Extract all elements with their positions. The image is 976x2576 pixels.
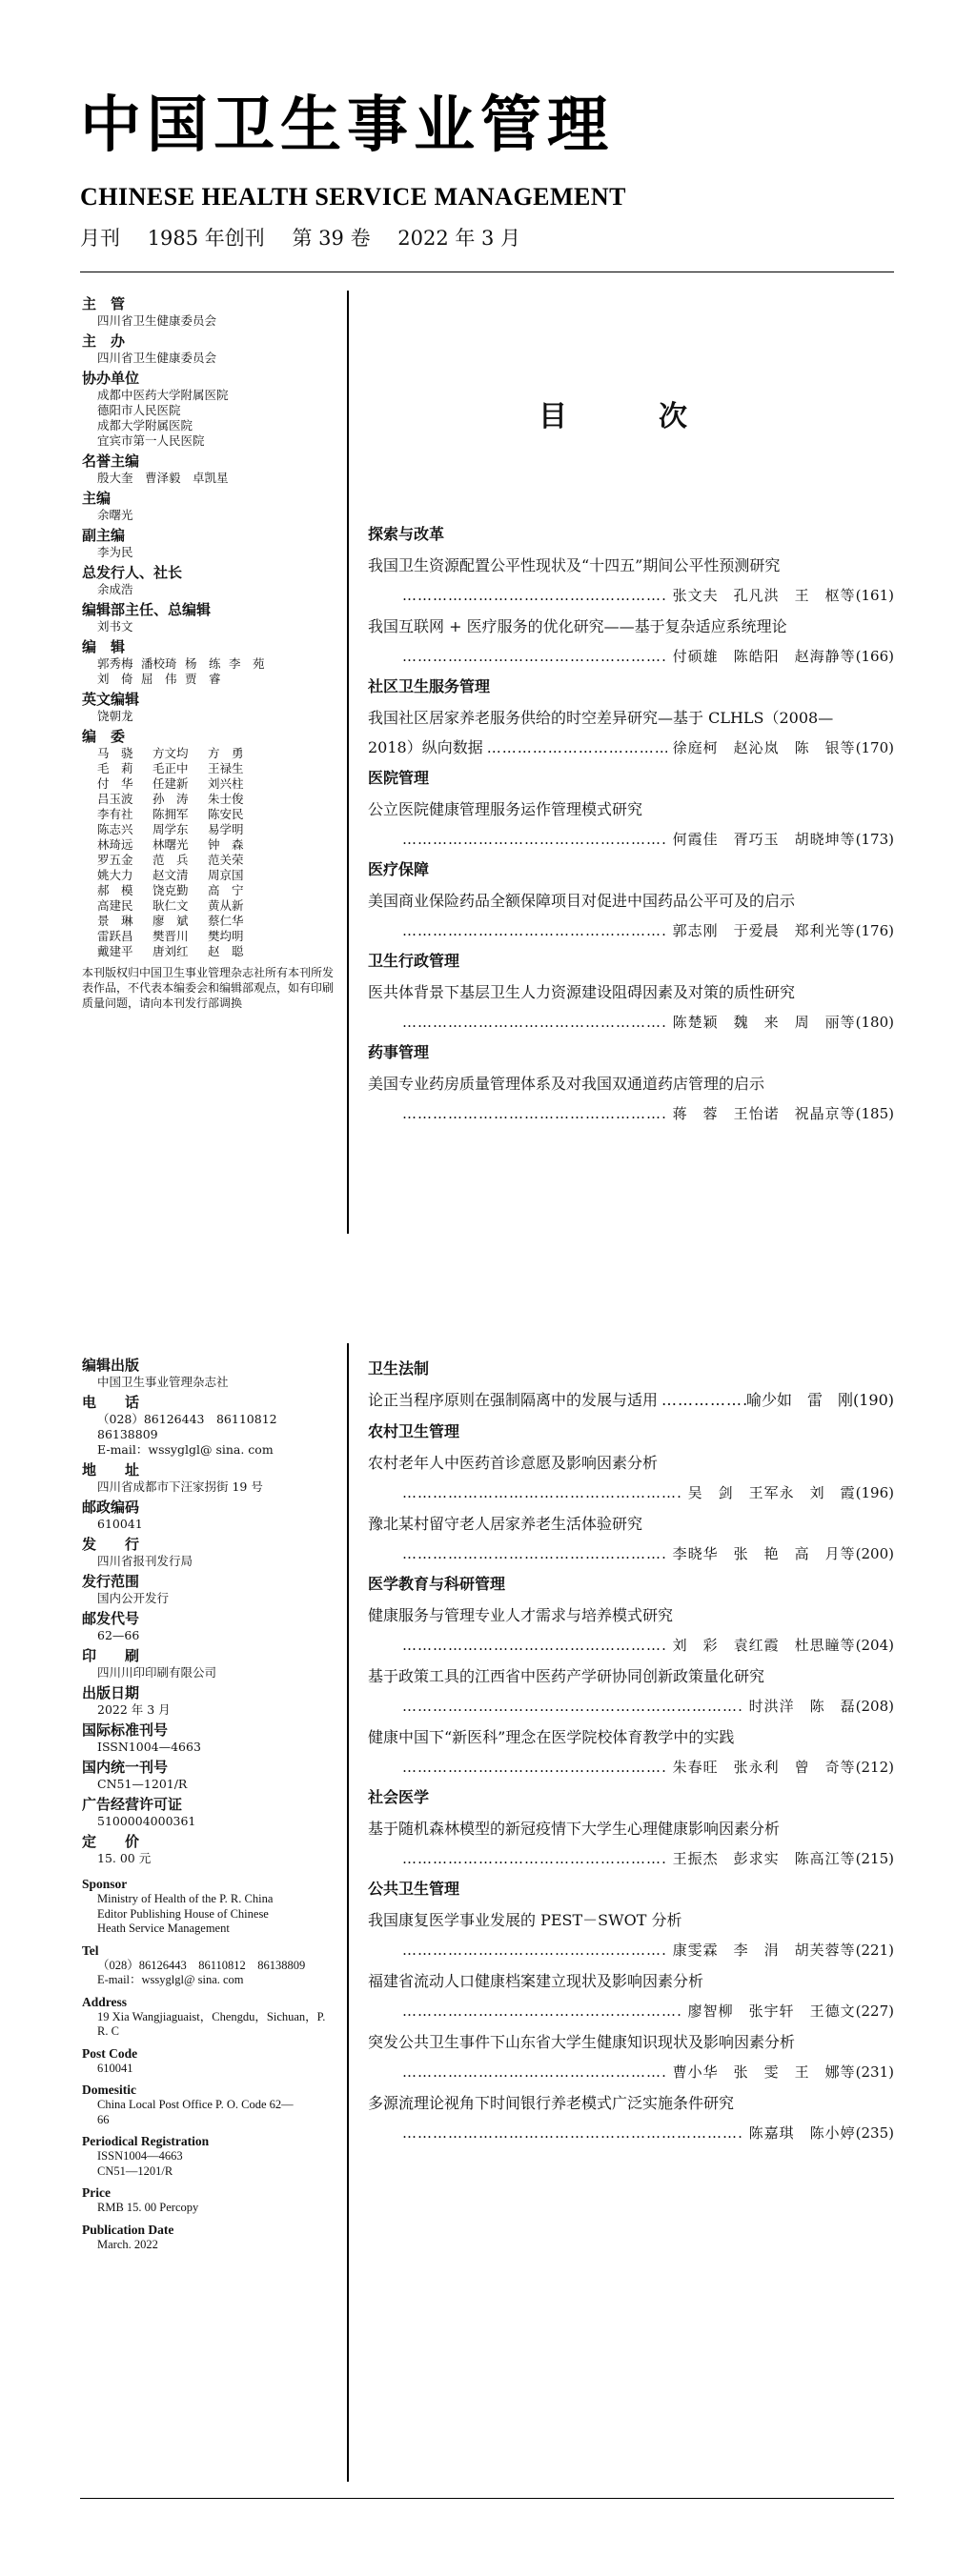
info-value: 5100004000361 bbox=[97, 1814, 196, 1828]
toc-entry-byline bbox=[368, 1012, 894, 1033]
info-label: 编辑出版 bbox=[82, 1357, 140, 1374]
info-value: 国内公开发行 bbox=[97, 1591, 170, 1605]
toc-entry-page: (208) bbox=[855, 1698, 894, 1715]
toc-entry-authors: 何霞佳 胥巧玉 胡晓坤等 bbox=[672, 831, 856, 848]
committee-member: 钟 森 bbox=[208, 837, 244, 852]
info-label: 国内统一刊号 bbox=[82, 1759, 169, 1776]
info-value: E-mail：wssyglgl@ sina. com bbox=[97, 1973, 244, 1986]
committee-member: 方 勇 bbox=[208, 746, 244, 760]
editor-name: 杨 练 bbox=[185, 656, 221, 671]
toc-entry-authors: 王振杰 彭求实 陈高江等 bbox=[672, 1850, 856, 1867]
info-label: 主编 bbox=[82, 490, 112, 507]
issue-frequency: 月刊 bbox=[80, 227, 120, 250]
leader-dots bbox=[368, 1940, 667, 1961]
toc-entry[interactable] bbox=[368, 981, 894, 1033]
leader-dots bbox=[658, 1389, 746, 1412]
toc-entry[interactable] bbox=[368, 615, 894, 667]
committee-member: 毛正中 bbox=[152, 761, 189, 775]
info-value: Ministry of Health of the P. R. China bbox=[97, 1892, 274, 1905]
info-label: Tel bbox=[82, 1942, 99, 1958]
column-divider-top bbox=[347, 291, 349, 1234]
leader-dots bbox=[368, 2062, 667, 2083]
toc-entry-title[interactable]: 健康中国下“新医科”理念在医学院校体育教学中的实践 bbox=[368, 1728, 735, 1746]
committee-list bbox=[82, 746, 341, 959]
committee-member: 廖 斌 bbox=[152, 914, 189, 928]
committee-member: 李有社 bbox=[97, 807, 133, 821]
toc-entry-page: (235) bbox=[855, 2124, 894, 2142]
leader-dots bbox=[368, 829, 667, 850]
info-value: 四川省成都市下汪家拐街 19 号 bbox=[97, 1479, 263, 1494]
english-editor-name: 饶朝龙 bbox=[97, 709, 133, 723]
info-label: 地 址 bbox=[82, 1461, 140, 1479]
toc-section-heading: 卫生法制 bbox=[368, 1359, 430, 1378]
committee-member: 姚大力 bbox=[97, 868, 133, 882]
info-label: 主 管 bbox=[82, 295, 126, 312]
committee-member: 景 琳 bbox=[97, 914, 133, 928]
info-value: 余曙光 bbox=[97, 508, 133, 522]
editor-name: 潘校琦 bbox=[141, 656, 177, 671]
info-value: 成都中医药大学附属医院 bbox=[97, 388, 229, 402]
toc-entry-page: (190) bbox=[852, 1391, 894, 1409]
toc-entry-page: (221) bbox=[855, 1942, 894, 1959]
committee-member: 陈志兴 bbox=[97, 822, 133, 836]
masthead-info-upper bbox=[82, 292, 341, 1011]
toc-entry-byline bbox=[368, 737, 894, 758]
leader-dots bbox=[368, 646, 667, 667]
issue-date: 2022 年 3 月 bbox=[397, 227, 521, 250]
info-value: CN51—1201/R bbox=[97, 1777, 188, 1791]
toc-entry-page: (180) bbox=[855, 1014, 894, 1031]
toc-entry-page: (231) bbox=[855, 2063, 894, 2081]
toc-section-heading: 农村卫生管理 bbox=[368, 1422, 460, 1440]
toc-entry-page: (204) bbox=[855, 1637, 894, 1654]
info-value: 四川省卫生健康委员会 bbox=[97, 313, 217, 328]
info-value: 宜宾市第一人民医院 bbox=[97, 433, 205, 448]
committee-member: 雷跃昌 bbox=[97, 929, 133, 943]
info-value: ISSN1004—4663 bbox=[97, 2149, 183, 2163]
toc-entry-authors: 郭志刚 于爱晨 郑利光等 bbox=[672, 922, 856, 939]
toc-entry-byline bbox=[368, 1635, 894, 1656]
info-label: Periodical Registration bbox=[82, 2134, 210, 2148]
committee-member: 朱士俊 bbox=[208, 792, 244, 806]
toc-entry-title[interactable]: 多源流理论视角下时间银行养老模式广泛实施条件研究 bbox=[368, 2094, 735, 2112]
editor-name: 屈 伟 bbox=[141, 672, 177, 686]
table-of-contents-upper bbox=[368, 514, 894, 1124]
committee-member: 罗五金 bbox=[97, 853, 133, 867]
info-label: 总发行人、社长 bbox=[82, 564, 183, 581]
toc-entry-page: (200) bbox=[855, 1545, 894, 1562]
info-value: 四川省卫生健康委员会 bbox=[97, 351, 217, 365]
committee-member: 耿仁文 bbox=[152, 898, 189, 913]
info-label: Domesitic bbox=[82, 2083, 136, 2097]
committee-heading: 编 委 bbox=[82, 728, 126, 745]
info-value: E-mail：wssyglgl@ sina. com bbox=[97, 1442, 274, 1457]
toc-entry-page: (196) bbox=[855, 1484, 894, 1501]
leader-dots bbox=[483, 737, 667, 758]
info-label: 邮发代号 bbox=[82, 1610, 140, 1627]
toc-entry-authors: 陈楚颖 魏 来 周 丽等 bbox=[672, 1014, 856, 1031]
committee-member: 付 华 bbox=[97, 776, 133, 791]
info-label: 发 行 bbox=[82, 1536, 140, 1553]
committee-member: 任建新 bbox=[152, 776, 189, 791]
committee-member: 黄从新 bbox=[208, 898, 244, 913]
journal-title-chinese: 中国卫生事业管理 bbox=[80, 91, 614, 161]
committee-member: 陈安民 bbox=[208, 807, 244, 821]
committee-member: 周京国 bbox=[208, 868, 244, 882]
info-value: Editor Publishing House of Chinese bbox=[97, 1906, 269, 1921]
committee-member: 赵文清 bbox=[152, 868, 189, 882]
toc-entry-title-cont[interactable]: 2018）纵向数据 bbox=[368, 738, 483, 756]
committee-member: 易学明 bbox=[208, 822, 244, 836]
toc-entry[interactable] bbox=[368, 554, 894, 606]
toc-entry-authors: 徐庭柯 赵沁岚 陈 银等 bbox=[672, 739, 856, 756]
toc-entry-title[interactable]: 突发公共卫生事件下山东省大学生健康知识现状及影响因素分析 bbox=[368, 2033, 796, 2051]
english-editor-heading: 英文编辑 bbox=[82, 691, 140, 708]
toc-entry-page: (227) bbox=[855, 2002, 894, 2020]
info-value: 15. 00 元 bbox=[97, 1851, 152, 1865]
toc-entry[interactable] bbox=[368, 1818, 894, 1869]
committee-member: 吕玉波 bbox=[97, 792, 133, 806]
committee-member: 高 宁 bbox=[208, 883, 244, 897]
toc-entry-title[interactable]: 美国商业保险药品全额保障项目对促进中国药品公平可及的启示 bbox=[368, 892, 796, 910]
toc-entry-page: (212) bbox=[855, 1759, 894, 1776]
info-label: 主 办 bbox=[82, 332, 126, 350]
toc-section-heading: 卫生行政管理 bbox=[368, 952, 460, 970]
info-label: 邮政编码 bbox=[82, 1499, 140, 1516]
journal-title-english: CHINESE HEALTH SERVICE MANAGEMENT bbox=[80, 183, 627, 211]
leader-dots bbox=[368, 1757, 667, 1778]
toc-entry-title[interactable]: 我国康复医学事业发展的 PEST－SWOT 分析 bbox=[368, 1911, 682, 1929]
leader-dots bbox=[368, 920, 667, 941]
editor-name: 郭秀梅 bbox=[97, 656, 133, 671]
toc-entry-title[interactable]: 美国专业药房质量管理体系及对我国双通道药店管理的启示 bbox=[368, 1075, 765, 1093]
toc-section-heading: 公共卫生管理 bbox=[368, 1880, 460, 1898]
info-value: CN51—1201/R bbox=[97, 2163, 173, 2178]
info-value: 2022 年 3 月 bbox=[97, 1702, 171, 1717]
toc-entry-page: (185) bbox=[855, 1105, 894, 1122]
info-value: 李为民 bbox=[97, 545, 133, 559]
toc-entry-page: (176) bbox=[855, 922, 894, 939]
info-value: 成都大学附属医院 bbox=[97, 418, 193, 433]
toc-entry-byline bbox=[368, 1543, 894, 1564]
toc-section-heading: 药事管理 bbox=[368, 1043, 430, 1061]
leader-dots bbox=[368, 1012, 667, 1033]
info-label: 广告经营许可证 bbox=[82, 1796, 183, 1813]
toc-entry-byline bbox=[368, 2062, 894, 2083]
leader-dots bbox=[368, 1482, 682, 1503]
toc-entry-title[interactable]: 福建省流动人口健康档案建立现状及影响因素分析 bbox=[368, 1972, 704, 1990]
toc-entry-title[interactable]: 健康服务与管理专业人才需求与培养模式研究 bbox=[368, 1606, 674, 1624]
toc-entry-title[interactable]: 公立医院健康管理服务运作管理模式研究 bbox=[368, 800, 643, 818]
toc-entry-authors: 朱春旺 张永利 曾 奇等 bbox=[672, 1759, 856, 1776]
toc-entry[interactable] bbox=[368, 1970, 894, 2022]
toc-entry-byline bbox=[368, 1482, 894, 1503]
toc-entry[interactable] bbox=[368, 1389, 894, 1412]
toc-entry-title[interactable]: 我国互联网 + 医疗服务的优化研究——基于复杂适应系统理论 bbox=[368, 617, 787, 635]
info-label: 国际标准刊号 bbox=[82, 1721, 169, 1739]
info-value: 德阳市人民医院 bbox=[97, 403, 181, 417]
info-label: 出版日期 bbox=[82, 1684, 140, 1701]
toc-entry-page: (161) bbox=[855, 587, 894, 604]
committee-member: 高建民 bbox=[97, 898, 133, 913]
toc-entry-authors: 吴 剑 王军永 刘 霞 bbox=[687, 1484, 856, 1501]
toc-entry-authors: 曹小华 张 雯 王 娜等 bbox=[672, 2063, 856, 2081]
info-value: RMB 15. 00 Percopy bbox=[97, 2201, 199, 2214]
info-label: Address bbox=[82, 1994, 128, 2009]
toc-entry-byline bbox=[368, 1848, 894, 1869]
info-value: 四川省报刊发行局 bbox=[97, 1554, 193, 1568]
info-label: Publication Date bbox=[82, 2222, 174, 2237]
toc-entry-page: (215) bbox=[855, 1850, 894, 1867]
toc-entry[interactable] bbox=[368, 2031, 894, 2083]
toc-entry-authors: 蒋 蓉 王怡诺 祝晶京等 bbox=[672, 1105, 856, 1122]
committee-member: 饶克勤 bbox=[152, 883, 189, 897]
leader-dots bbox=[368, 1848, 667, 1869]
toc-entry[interactable] bbox=[368, 1604, 894, 1656]
toc-entry-line bbox=[368, 1389, 894, 1412]
info-value: 62—66 bbox=[97, 1628, 140, 1642]
info-label: Post Code bbox=[82, 2045, 138, 2061]
toc-section-heading: 医疗保障 bbox=[368, 860, 430, 878]
info-value: March. 2022 bbox=[97, 2237, 158, 2251]
toc-entry-title[interactable]: 豫北某村留守老人居家养老生活体验研究 bbox=[368, 1515, 643, 1533]
toc-entry[interactable] bbox=[368, 1726, 894, 1778]
toc-entry-authors: 喻少如 雷 刚 bbox=[745, 1391, 853, 1409]
committee-member: 王禄生 bbox=[208, 761, 244, 775]
info-value: （028）86126443 86110812 86138809 bbox=[97, 1958, 306, 1972]
toc-entry-authors: 刘 彩 袁红霞 杜思瞳等 bbox=[672, 1637, 856, 1654]
committee-member: 马 骁 bbox=[97, 746, 133, 760]
info-label: Price bbox=[82, 2185, 111, 2200]
toc-entry[interactable] bbox=[368, 1909, 894, 1961]
leader-dots bbox=[368, 1103, 667, 1124]
committee-member: 林曙光 bbox=[152, 837, 189, 852]
toc-entry-title[interactable]: 农村老年人中医药首诊意愿及影响因素分析 bbox=[368, 1454, 659, 1472]
info-value: （028）86126443 86110812 86138809 bbox=[97, 1412, 290, 1441]
committee-member: 陈拥军 bbox=[152, 807, 189, 821]
committee-member: 范关荣 bbox=[208, 853, 244, 867]
toc-entry[interactable] bbox=[368, 1513, 894, 1564]
info-value: 19 Xia Wangjiaguaist，Chengdu，Sichuan，P. bbox=[97, 2009, 326, 2023]
footer-rule bbox=[80, 2498, 894, 2499]
committee-member: 戴建平 bbox=[97, 944, 133, 958]
leader-dots bbox=[368, 2001, 682, 2022]
info-value: 中国卫生事业管理杂志社 bbox=[97, 1375, 229, 1389]
info-value: 殷大奎 曹泽毅 卓凯星 bbox=[97, 471, 229, 485]
committee-member: 蔡仁华 bbox=[208, 914, 244, 928]
committee-member: 林琦远 bbox=[97, 837, 133, 852]
leader-dots bbox=[368, 1696, 743, 1717]
leader-dots bbox=[368, 1543, 667, 1564]
toc-entry-title[interactable]: 论正当程序原则在强制隔离中的发展与适用 bbox=[368, 1391, 659, 1409]
toc-entry[interactable] bbox=[368, 707, 894, 758]
toc-entry[interactable] bbox=[368, 1073, 894, 1124]
committee-member: 周学东 bbox=[152, 822, 189, 836]
toc-entry-byline bbox=[368, 646, 894, 667]
issue-info bbox=[80, 223, 541, 252]
toc-section-heading: 探索与改革 bbox=[368, 525, 445, 543]
info-label: 印 刷 bbox=[82, 1647, 140, 1664]
toc-entry-authors: 康雯霖 李 涓 胡芙蓉等 bbox=[672, 1942, 856, 1959]
committee-member: 樊晋川 bbox=[152, 929, 189, 943]
editor-name: 刘 倚 bbox=[97, 672, 133, 686]
toc-entry[interactable] bbox=[368, 2092, 894, 2143]
toc-entry-authors: 廖智柳 张宇轩 王德文 bbox=[687, 2002, 856, 2020]
toc-section-heading: 社区卫生服务管理 bbox=[368, 677, 491, 695]
committee-member: 唐刘红 bbox=[152, 944, 189, 958]
toc-entry-byline bbox=[368, 829, 894, 850]
info-label: 定 价 bbox=[82, 1833, 140, 1850]
toc-entry-authors: 付硕雄 陈皓阳 赵海静等 bbox=[672, 648, 856, 665]
toc-entry[interactable] bbox=[368, 1452, 894, 1503]
editor-name bbox=[229, 672, 273, 687]
info-label: 编辑部主任、总编辑 bbox=[82, 601, 212, 618]
toc-entry-authors: 陈嘉琪 陈小婷 bbox=[748, 2124, 856, 2142]
column-divider-bottom bbox=[347, 1343, 349, 2482]
toc-entry-byline bbox=[368, 920, 894, 941]
committee-member: 樊均明 bbox=[208, 929, 244, 943]
info-label: 协办单位 bbox=[82, 370, 140, 387]
info-label: 副主编 bbox=[82, 527, 126, 544]
committee-member: 赵 聪 bbox=[208, 944, 244, 958]
info-value: 刘书文 bbox=[97, 619, 133, 634]
info-value: 610041 bbox=[97, 2061, 133, 2075]
committee-member: 范 兵 bbox=[152, 853, 189, 867]
editors-list bbox=[82, 656, 341, 687]
toc-entry[interactable] bbox=[368, 798, 894, 850]
toc-entry-authors: 李晓华 张 艳 高 月等 bbox=[672, 1545, 856, 1562]
leader-dots bbox=[368, 2123, 743, 2143]
info-value: 四川川印印刷有限公司 bbox=[97, 1665, 217, 1680]
info-value: ISSN1004—4663 bbox=[97, 1740, 201, 1754]
toc-section-heading: 医院管理 bbox=[368, 769, 430, 787]
masthead-info-lower bbox=[82, 1353, 341, 2252]
toc-entry-title[interactable]: 医共体背景下基层卫生人力资源建设阻碍因素及对策的质性研究 bbox=[368, 983, 796, 1001]
info-value: 610041 bbox=[97, 1517, 143, 1531]
committee-member: 方文均 bbox=[152, 746, 189, 760]
info-value: China Local Post Office P. O. Code 62— bbox=[97, 2098, 294, 2111]
toc-entry-byline bbox=[368, 2001, 894, 2022]
toc-entry-byline bbox=[368, 1696, 894, 1717]
info-value: Heath Service Management bbox=[97, 1922, 230, 1935]
toc-entry-byline bbox=[368, 1103, 894, 1124]
toc-entry-byline bbox=[368, 1757, 894, 1778]
toc-entry-page: (166) bbox=[855, 648, 894, 665]
committee-member: 郝 模 bbox=[97, 883, 133, 897]
issue-founded: 1985 年创刊 bbox=[147, 227, 265, 250]
leader-dots bbox=[368, 1635, 667, 1656]
toc-entry-title[interactable]: 我国社区居家养老服务供给的时空差异研究—基于 CLHLS（2008— bbox=[368, 709, 834, 727]
toc-section-heading: 医学教育与科研管理 bbox=[368, 1575, 506, 1593]
toc-entry-title[interactable]: 基于随机森林模型的新冠疫情下大学生心理健康影响因素分析 bbox=[368, 1820, 781, 1838]
toc-entry-title[interactable]: 我国卫生资源配置公平性现状及“十四五”期间公平性预测研究 bbox=[368, 556, 781, 574]
info-value: R. C bbox=[97, 2024, 119, 2038]
info-label: 名誉主编 bbox=[82, 453, 140, 470]
toc-entry-page: (170) bbox=[855, 739, 894, 756]
issue-volume: 第 39 卷 bbox=[292, 227, 371, 250]
toc-entry-authors: 时洪洋 陈 磊 bbox=[748, 1698, 856, 1715]
info-label: Sponsor bbox=[82, 1877, 128, 1891]
editor-name: 贾 睿 bbox=[185, 672, 221, 686]
toc-entry[interactable] bbox=[368, 890, 894, 941]
committee-member: 毛 莉 bbox=[97, 761, 133, 775]
editors-heading: 编 辑 bbox=[82, 638, 126, 655]
committee-member: 刘兴柱 bbox=[208, 776, 244, 791]
editor-name: 李 苑 bbox=[229, 656, 265, 671]
info-value: 66 bbox=[97, 2112, 110, 2126]
info-label: 电 话 bbox=[82, 1394, 140, 1411]
toc-entry-title[interactable]: 基于政策工具的江西省中医药产学研协同创新政策量化研究 bbox=[368, 1667, 765, 1685]
toc-entry-page: (173) bbox=[855, 831, 894, 848]
copyright-note: 本刊版权归中国卫生事业管理杂志社所有本刊所发表作品，不代表本编委会和编辑部观点，如有印刷质量问题，请向本刊发行部调换 bbox=[82, 966, 335, 1010]
contents-title: 目次 bbox=[539, 400, 779, 433]
toc-entry[interactable] bbox=[368, 1665, 894, 1717]
leader-dots bbox=[368, 585, 667, 606]
committee-member: 孙 涛 bbox=[152, 792, 189, 806]
toc-entry-byline bbox=[368, 2123, 894, 2143]
toc-entry-byline bbox=[368, 1940, 894, 1961]
table-of-contents-lower bbox=[368, 1349, 894, 2143]
info-value: 余成浩 bbox=[97, 582, 133, 596]
toc-entry-byline bbox=[368, 585, 894, 606]
toc-section-heading: 社会医学 bbox=[368, 1788, 430, 1806]
toc-entry-authors: 张文夫 孔凡洪 王 枢等 bbox=[672, 587, 856, 604]
info-label: 发行范围 bbox=[82, 1573, 140, 1590]
